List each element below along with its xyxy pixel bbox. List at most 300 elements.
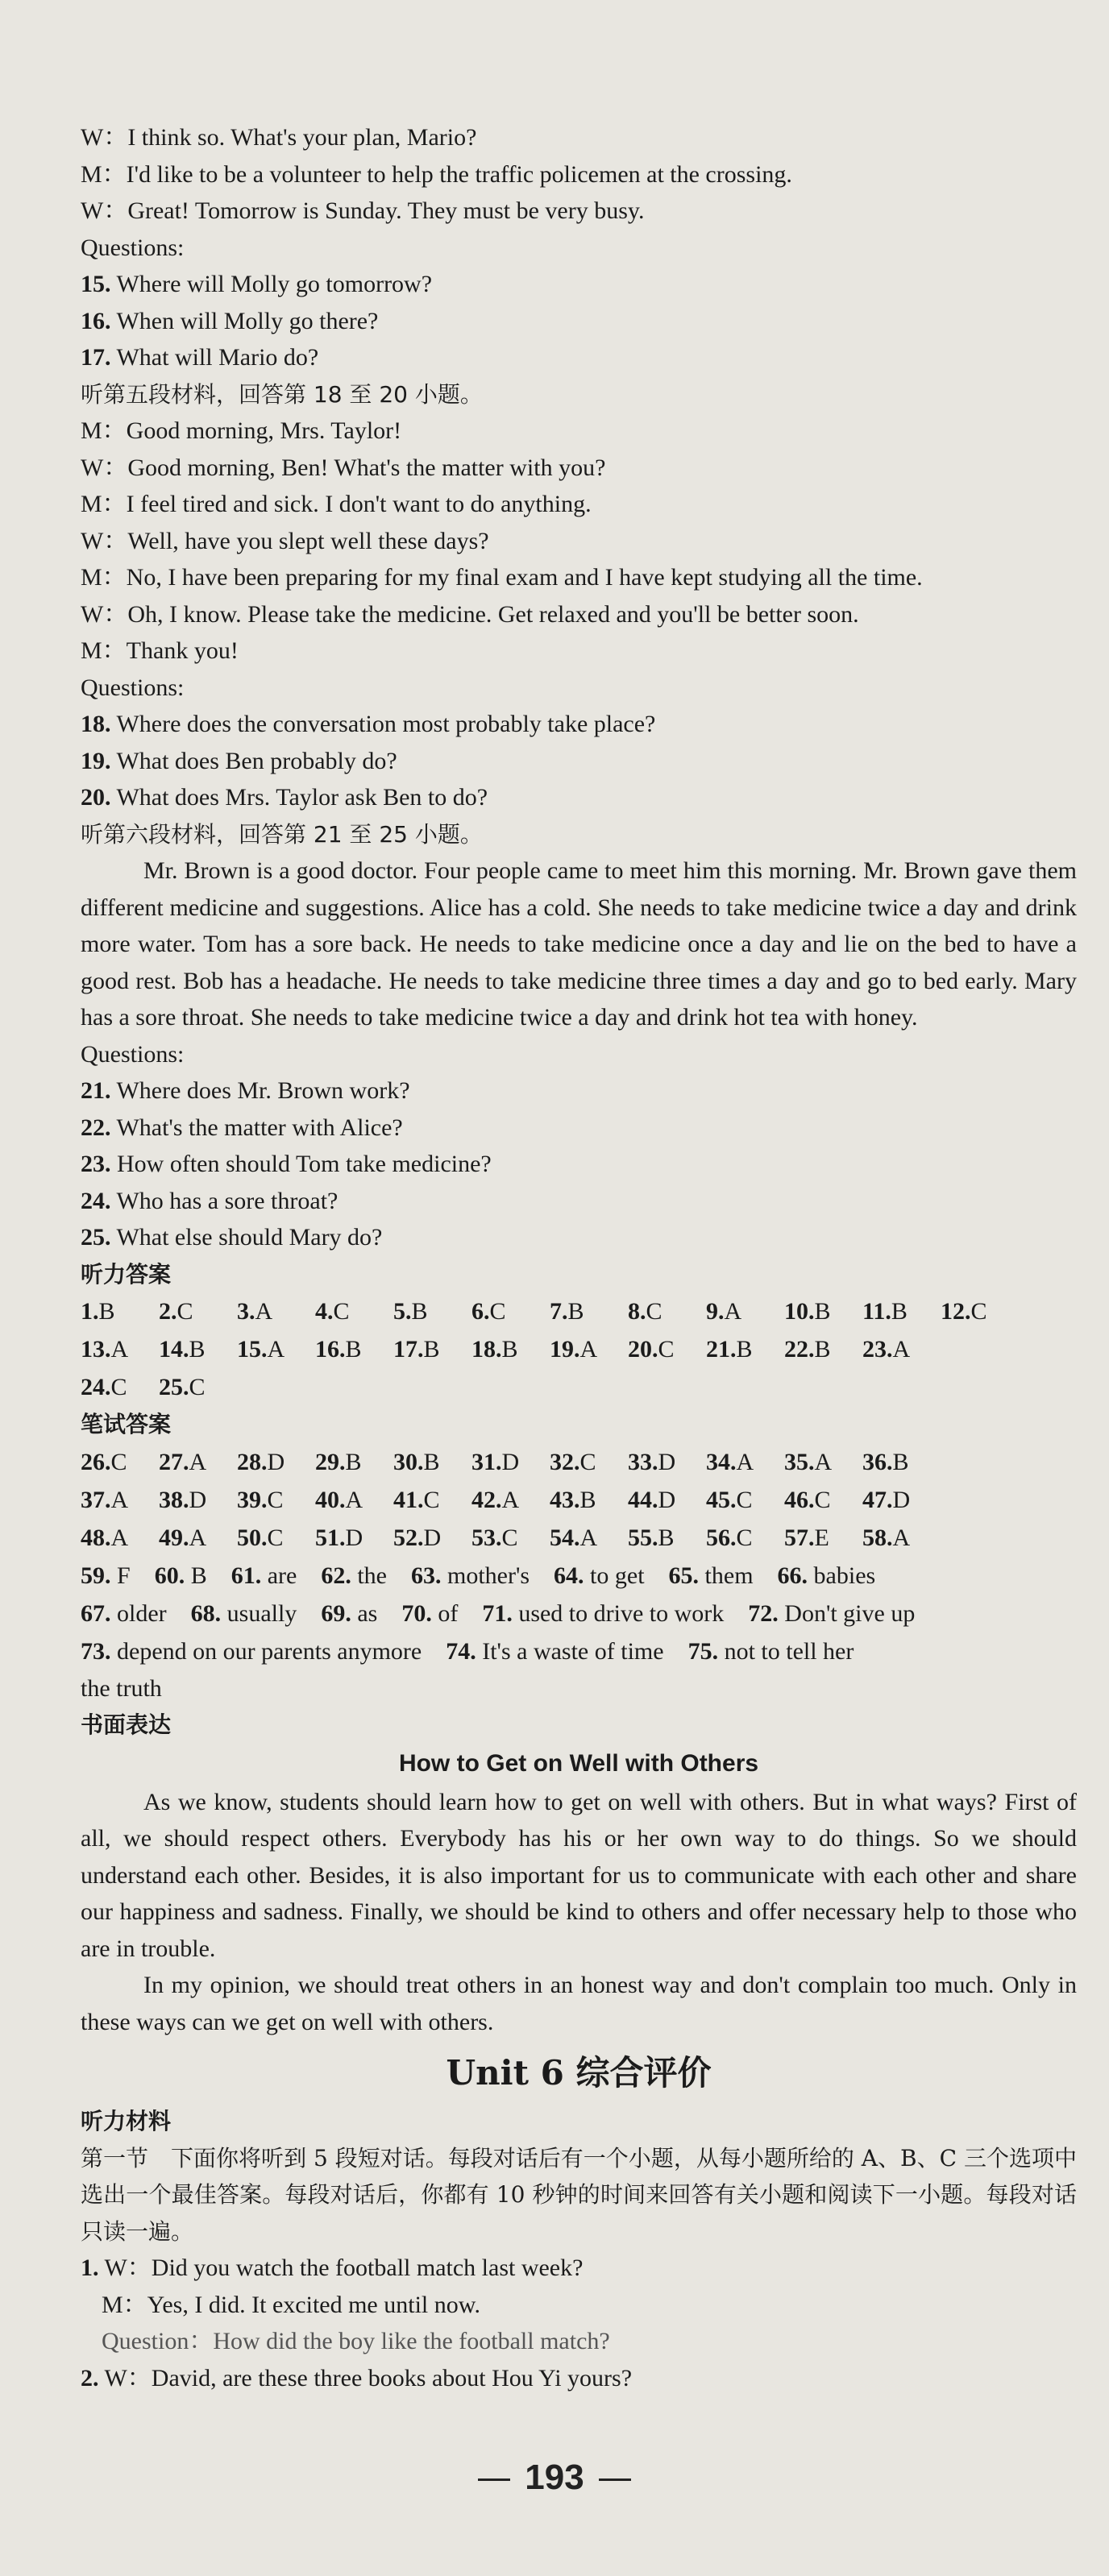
answer-number: 68. — [190, 1599, 222, 1627]
unit-item-line — [81, 2287, 1077, 2324]
answer-number: 18. — [471, 1336, 502, 1363]
answer-item — [237, 1330, 315, 1368]
answer-number: 55. — [628, 1524, 658, 1551]
question-number: 21. — [81, 1077, 111, 1104]
answer-item — [81, 1595, 167, 1632]
answer-item — [81, 1557, 131, 1595]
unit-item-text: Question：How did the boy like the football match? — [102, 2328, 610, 2354]
answer-number: 60. — [154, 1562, 185, 1589]
answer-value: C — [501, 1524, 518, 1551]
answer-value: B — [891, 1298, 908, 1325]
unit-item-number: 1. — [81, 2255, 99, 2281]
answer-item — [628, 1481, 706, 1519]
answer-item — [81, 1443, 159, 1481]
section5-heading: 听第五段材料，回答第 18 至 20 小题。 — [81, 380, 483, 408]
answer-row — [81, 1330, 1077, 1368]
answer-row — [81, 1292, 1077, 1330]
answer-item — [237, 1481, 315, 1519]
question-number: 24. — [81, 1187, 111, 1214]
questions-block-3 — [81, 1072, 1077, 1256]
answer-value: C — [423, 1486, 440, 1513]
answer-value: A — [189, 1448, 207, 1475]
answer-number: 21. — [706, 1336, 737, 1363]
answer-number: 1. — [81, 1298, 99, 1325]
answer-item — [784, 1330, 862, 1368]
answer-value: A — [892, 1524, 911, 1551]
answer-item — [784, 1292, 862, 1330]
answer-value: D — [189, 1486, 207, 1513]
answer-value: D — [345, 1524, 363, 1551]
answer-value: A — [579, 1336, 598, 1363]
answer-value: B — [189, 1336, 206, 1363]
answer-value: A — [724, 1298, 742, 1325]
answer-number: 57. — [784, 1524, 815, 1551]
answer-item — [315, 1292, 393, 1330]
answer-number: 2. — [159, 1298, 177, 1325]
unit-item-text: W：Did you watch the football match last week? — [98, 2255, 584, 2281]
answer-number: 51. — [315, 1524, 346, 1551]
answer-number: 46. — [784, 1486, 815, 1513]
answer-value: mother's — [441, 1562, 530, 1589]
answer-item — [669, 1557, 754, 1595]
answer-row — [81, 1519, 1077, 1557]
answer-value: B — [658, 1524, 675, 1551]
answer-value: C — [333, 1298, 350, 1325]
question-text: What does Ben probably do? — [110, 747, 397, 774]
answer-item — [628, 1292, 706, 1330]
answer-value: B — [892, 1448, 909, 1475]
written-answers — [81, 1443, 1077, 1557]
questions-label-3: Questions: — [81, 1040, 185, 1068]
answer-item — [159, 1443, 237, 1481]
answer-item — [784, 1481, 862, 1519]
answer-value: C — [110, 1374, 127, 1400]
page-number-dash-left — [478, 2479, 510, 2481]
answer-value: A — [892, 1336, 911, 1363]
answer-value: D — [501, 1448, 520, 1475]
answer-number: 69. — [321, 1599, 351, 1627]
answer-item — [315, 1481, 393, 1519]
answer-value: B — [567, 1298, 584, 1325]
answer-value: of — [431, 1599, 459, 1627]
answer-item — [411, 1557, 530, 1595]
answer-value: depend on our parents anymore — [110, 1637, 422, 1665]
unit-items — [81, 2250, 1077, 2396]
questions-label-2: Questions: — [81, 674, 185, 701]
answer-value: A — [189, 1524, 207, 1551]
questions-block-1 — [81, 266, 1077, 376]
answer-number: 28. — [237, 1448, 268, 1475]
answer-item — [81, 1368, 159, 1406]
answer-value: C — [736, 1524, 753, 1551]
answer-number: 75. — [687, 1637, 719, 1665]
answer-value: B — [814, 1336, 831, 1363]
answer-number: 42. — [471, 1486, 502, 1513]
answer-item — [446, 1632, 663, 1670]
answer-number: 12. — [941, 1298, 971, 1325]
answer-number: 70. — [401, 1599, 432, 1627]
answer-number: 35. — [784, 1448, 815, 1475]
question-number: 25. — [81, 1224, 111, 1251]
answer-number: 41. — [393, 1486, 424, 1513]
listening-material-heading: 听力材料 — [81, 2108, 172, 2134]
answer-item — [159, 1368, 237, 1406]
answer-value: B — [423, 1448, 440, 1475]
answer-item — [482, 1595, 724, 1632]
answer-item — [706, 1330, 784, 1368]
written-answers-tail: the truth — [81, 1674, 162, 1702]
answer-number: 63. — [410, 1562, 442, 1589]
answer-number: 52. — [393, 1524, 424, 1551]
answer-number: 13. — [81, 1336, 111, 1363]
answer-number: 43. — [550, 1486, 580, 1513]
dialog-line: M：I'd like to be a volunteer to help the traffic policemen at the crossing. — [81, 160, 792, 188]
answer-value: E — [814, 1524, 829, 1551]
answer-item — [706, 1292, 784, 1330]
answer-value: B — [423, 1336, 440, 1363]
answer-value: B — [98, 1298, 115, 1325]
answer-item — [237, 1519, 315, 1557]
answer-number: 14. — [159, 1336, 189, 1363]
answer-item — [471, 1443, 550, 1481]
question-text: What's the matter with Alice? — [110, 1114, 403, 1141]
answer-value: B — [814, 1298, 831, 1325]
answer-number: 32. — [550, 1448, 580, 1475]
answer-item — [401, 1595, 458, 1632]
question-text: What does Mrs. Taylor ask Ben to do? — [110, 784, 488, 811]
answer-value: are — [261, 1562, 297, 1589]
answer-value: Don't give up — [778, 1599, 916, 1627]
answer-row — [81, 1481, 1077, 1519]
answer-number: 20. — [628, 1336, 658, 1363]
answer-number: 65. — [668, 1562, 700, 1589]
question-line — [81, 266, 1077, 303]
answer-value: C — [814, 1486, 831, 1513]
answer-item — [688, 1632, 854, 1670]
answer-item — [706, 1481, 784, 1519]
answer-value: A — [255, 1298, 273, 1325]
page-number-dash-right — [599, 2479, 631, 2481]
answer-number: 39. — [237, 1486, 268, 1513]
written-answers-heading: 笔试答案 — [81, 1411, 172, 1437]
listening-answers — [81, 1292, 1077, 1406]
answer-number: 37. — [81, 1486, 111, 1513]
question-number: 23. — [81, 1151, 111, 1177]
question-number: 17. — [81, 344, 111, 371]
answer-number: 11. — [862, 1298, 891, 1325]
answer-item — [628, 1443, 706, 1481]
answer-value: A — [501, 1486, 520, 1513]
answer-value: as — [351, 1599, 378, 1627]
answer-number: 61. — [231, 1562, 262, 1589]
answer-value: D — [423, 1524, 442, 1551]
answer-item — [778, 1557, 876, 1595]
answer-number: 36. — [862, 1448, 893, 1475]
answer-item — [321, 1595, 377, 1632]
answer-number: 4. — [315, 1298, 334, 1325]
answer-value: C — [646, 1298, 662, 1325]
dialog-block-2 — [81, 413, 1077, 670]
answer-item — [706, 1519, 784, 1557]
answer-item — [315, 1519, 393, 1557]
answer-value: B — [345, 1336, 362, 1363]
answer-value: C — [267, 1486, 284, 1513]
answer-value: C — [489, 1298, 506, 1325]
unit-item-text: W：David, are these three books about Hou Yi yours? — [98, 2364, 633, 2391]
answer-value: older — [110, 1599, 167, 1627]
answer-number: 26. — [81, 1448, 111, 1475]
answer-value: to get — [584, 1562, 645, 1589]
question-text: Who has a sore throat? — [110, 1187, 339, 1214]
answer-number: 22. — [784, 1336, 815, 1363]
answer-item — [159, 1330, 237, 1368]
answer-number: 33. — [628, 1448, 658, 1475]
answer-number: 16. — [315, 1336, 346, 1363]
answer-number: 53. — [471, 1524, 502, 1551]
essay-paragraph-1: As we know, students should learn how to get on well with others. But in what ways? First of all, we should respect others. Everybody has his or her own way to do things. So we should understand each other. Besides, it is also important for us to communicate with each other and share our happiness and sadness. Finally, we should be kind to others and offer necessary help to those who are in trouble. — [81, 1788, 1077, 1962]
unit-item-number: 2. — [81, 2364, 99, 2391]
answer-item — [550, 1443, 628, 1481]
answer-value: A — [110, 1336, 129, 1363]
answer-value: C — [189, 1374, 206, 1400]
question-text: Where does Mr. Brown work? — [110, 1077, 410, 1104]
answer-value: C — [110, 1448, 127, 1475]
answer-value: It's a waste of time — [476, 1637, 664, 1665]
answer-number: 15. — [237, 1336, 268, 1363]
answer-number: 48. — [81, 1524, 111, 1551]
answer-item — [81, 1292, 159, 1330]
question-number: 22. — [81, 1114, 111, 1141]
dialog-line: M：I feel tired and sick. I don't want to do anything. — [81, 491, 592, 517]
answer-value: the — [351, 1562, 387, 1589]
question-text: How often should Tom take medicine? — [110, 1151, 492, 1177]
answer-item — [393, 1330, 471, 1368]
answer-item — [159, 1292, 237, 1330]
answer-value: A — [267, 1336, 285, 1363]
question-number: 18. — [81, 711, 111, 737]
answer-number: 17. — [393, 1336, 424, 1363]
answer-number: 23. — [862, 1336, 893, 1363]
answer-number: 47. — [862, 1486, 893, 1513]
answer-number: 49. — [159, 1524, 189, 1551]
answer-number: 6. — [471, 1298, 490, 1325]
unit-item-line — [81, 2360, 1077, 2397]
answer-value: usually — [221, 1599, 297, 1627]
answer-value: A — [814, 1448, 833, 1475]
answer-item — [81, 1632, 422, 1670]
section6-heading: 听第六段材料，回答第 21 至 25 小题。 — [81, 820, 483, 848]
answer-value: D — [267, 1448, 285, 1475]
question-text: When will Molly go there? — [110, 307, 379, 334]
page-number — [0, 2458, 1109, 2498]
answer-number: 5. — [393, 1298, 412, 1325]
question-line — [81, 1072, 1077, 1110]
answer-number: 50. — [237, 1524, 268, 1551]
answer-item — [81, 1519, 159, 1557]
unit-item-line — [81, 2250, 1077, 2287]
answer-number: 8. — [628, 1298, 646, 1325]
question-line — [81, 1219, 1077, 1256]
question-line — [81, 743, 1077, 780]
answer-number: 19. — [550, 1336, 580, 1363]
answer-number: 40. — [315, 1486, 346, 1513]
answer-value: B — [411, 1298, 428, 1325]
answer-item — [784, 1443, 862, 1481]
question-number: 16. — [81, 307, 111, 334]
questions-label: Questions: — [81, 234, 185, 261]
dialog-line: M：No, I have been preparing for my final exam and I have kept studying all the time. — [81, 564, 923, 591]
answer-number: 59. — [81, 1562, 111, 1589]
answer-number: 58. — [862, 1524, 893, 1551]
answer-value: B — [579, 1486, 596, 1513]
answer-number: 73. — [81, 1637, 111, 1665]
answer-value: C — [177, 1298, 193, 1325]
page-number-value: 193 — [525, 2458, 584, 2497]
answer-number: 27. — [159, 1448, 189, 1475]
answer-value: C — [579, 1448, 596, 1475]
answer-value: babies — [808, 1562, 876, 1589]
answer-number: 66. — [777, 1562, 808, 1589]
unit-item-text: M：Yes, I did. It excited me until now. — [102, 2291, 480, 2318]
answer-item — [321, 1557, 387, 1595]
question-line — [81, 779, 1077, 816]
answer-number: 3. — [237, 1298, 255, 1325]
listening-answers-heading: 听力答案 — [81, 1260, 172, 1288]
answer-value: D — [658, 1448, 676, 1475]
answer-value: A — [110, 1486, 129, 1513]
question-text: What will Mario do? — [110, 344, 319, 371]
answer-value: D — [892, 1486, 911, 1513]
answer-value: A — [579, 1524, 598, 1551]
question-line — [81, 1183, 1077, 1220]
answer-number: 74. — [446, 1637, 476, 1665]
answer-value: F — [110, 1562, 131, 1589]
answer-item — [393, 1292, 471, 1330]
essay-paragraph-2: In my opinion, we should treat others in an honest way and don't complain too much. Only in these ways can we get on well with others. — [81, 1972, 1077, 2035]
answer-item — [784, 1519, 862, 1557]
answer-item — [628, 1330, 706, 1368]
answer-item — [471, 1292, 550, 1330]
answer-item — [862, 1292, 941, 1330]
answer-item — [706, 1443, 784, 1481]
answer-value: B — [185, 1562, 207, 1589]
question-line — [81, 303, 1077, 340]
answer-number: 62. — [321, 1562, 351, 1589]
answer-row — [81, 1368, 1077, 1406]
answer-item — [393, 1519, 471, 1557]
question-text: Where will Molly go tomorrow? — [110, 271, 433, 297]
answer-item — [237, 1443, 315, 1481]
answer-item — [191, 1595, 297, 1632]
answer-item — [554, 1557, 645, 1595]
question-number: 19. — [81, 747, 111, 774]
answer-value: C — [970, 1298, 987, 1325]
unit-item-line — [81, 2323, 1077, 2360]
question-number: 20. — [81, 784, 111, 811]
question-number: 15. — [81, 271, 111, 297]
page-content — [81, 119, 1077, 2396]
question-text: Where does the conversation most probably take place? — [110, 711, 656, 737]
answer-number: 24. — [81, 1374, 111, 1400]
answer-number: 29. — [315, 1448, 346, 1475]
dialog-line: M：Thank you! — [81, 637, 239, 664]
answer-item — [550, 1330, 628, 1368]
answer-value: B — [736, 1336, 753, 1363]
answer-item — [237, 1292, 315, 1330]
question-line — [81, 1110, 1077, 1147]
answer-number: 54. — [550, 1524, 580, 1551]
dialog-line: W：Good morning, Ben! What's the matter with you? — [81, 454, 606, 481]
answer-value: used to drive to work — [512, 1599, 725, 1627]
writing-heading: 书面表达 — [81, 1711, 172, 1738]
answer-value: not to tell her — [718, 1637, 854, 1665]
question-line — [81, 706, 1077, 743]
answer-item — [862, 1481, 941, 1519]
answer-item — [941, 1292, 1019, 1330]
answer-item — [862, 1443, 941, 1481]
answer-item — [550, 1292, 628, 1330]
answer-number: 44. — [628, 1486, 658, 1513]
answer-value: A — [110, 1524, 129, 1551]
answer-number: 9. — [706, 1298, 725, 1325]
answer-number: 71. — [482, 1599, 513, 1627]
answer-item — [550, 1481, 628, 1519]
answer-value: them — [699, 1562, 754, 1589]
questions-block-2 — [81, 706, 1077, 816]
answer-number: 10. — [784, 1298, 815, 1325]
answer-item — [159, 1481, 237, 1519]
section1-instructions: 第一节 下面你将听到 5 段短对话。每段对话后有一个小题，从每小题所给的 A、B、C 三个选项中选出一个最佳答案。每段对话后，你都有 10 秒钟的时间来回答有关小题和阅读下一小题。每段对话只读一遍。 — [81, 2144, 1077, 2245]
answer-item — [748, 1595, 915, 1632]
written-free-answers — [81, 1557, 1077, 1670]
answer-value: B — [501, 1336, 518, 1363]
answer-number: 30. — [393, 1448, 424, 1475]
answer-item — [862, 1519, 941, 1557]
answer-item — [550, 1519, 628, 1557]
answer-item — [471, 1330, 550, 1368]
dialog-line: W：Great! Tomorrow is Sunday. They must be very busy. — [81, 197, 645, 224]
answer-row — [81, 1443, 1077, 1481]
dialog-line: W：Well, have you slept well these days? — [81, 527, 489, 554]
listening-passage: Mr. Brown is a good doctor. Four people came to meet him this morning. Mr. Brown gave them different medicine and suggestions. Alice has a cold. She needs to take medicine twice a day and drink more water. Tom has a sore back. He needs to take medicine once a day and lie on the bed to have a good rest. Bob has a headache. He needs to take medicine three times a day and go to bed early. Mary has a sore throat. She needs to take medicine twice a day and drink hot tea with honey. — [81, 857, 1077, 1031]
answer-value: C — [658, 1336, 675, 1363]
answer-number: 72. — [748, 1599, 779, 1627]
answer-item — [231, 1557, 297, 1595]
essay-title: How to Get on Well with Others — [398, 1749, 759, 1777]
question-text: What else should Mary do? — [110, 1224, 383, 1251]
question-line — [81, 1146, 1077, 1183]
answer-item — [315, 1330, 393, 1368]
answer-item — [81, 1330, 159, 1368]
answer-value: B — [345, 1448, 362, 1475]
answer-item — [315, 1443, 393, 1481]
answer-item — [471, 1481, 550, 1519]
answer-number: 34. — [706, 1448, 737, 1475]
answer-row — [81, 1557, 1077, 1595]
answer-value: C — [267, 1524, 284, 1551]
answer-number: 56. — [706, 1524, 737, 1551]
dialog-block-1 — [81, 119, 1077, 230]
answer-number: 38. — [159, 1486, 189, 1513]
answer-item — [155, 1557, 207, 1595]
answer-item — [159, 1519, 237, 1557]
answer-item — [471, 1519, 550, 1557]
dialog-line: W：Oh, I know. Please take the medicine. Get relaxed and you'll be better soon. — [81, 600, 859, 628]
answer-number: 67. — [81, 1599, 111, 1627]
answer-number: 7. — [550, 1298, 568, 1325]
unit-title: Unit 6 综合评价 — [446, 2053, 712, 2093]
answer-item — [393, 1481, 471, 1519]
